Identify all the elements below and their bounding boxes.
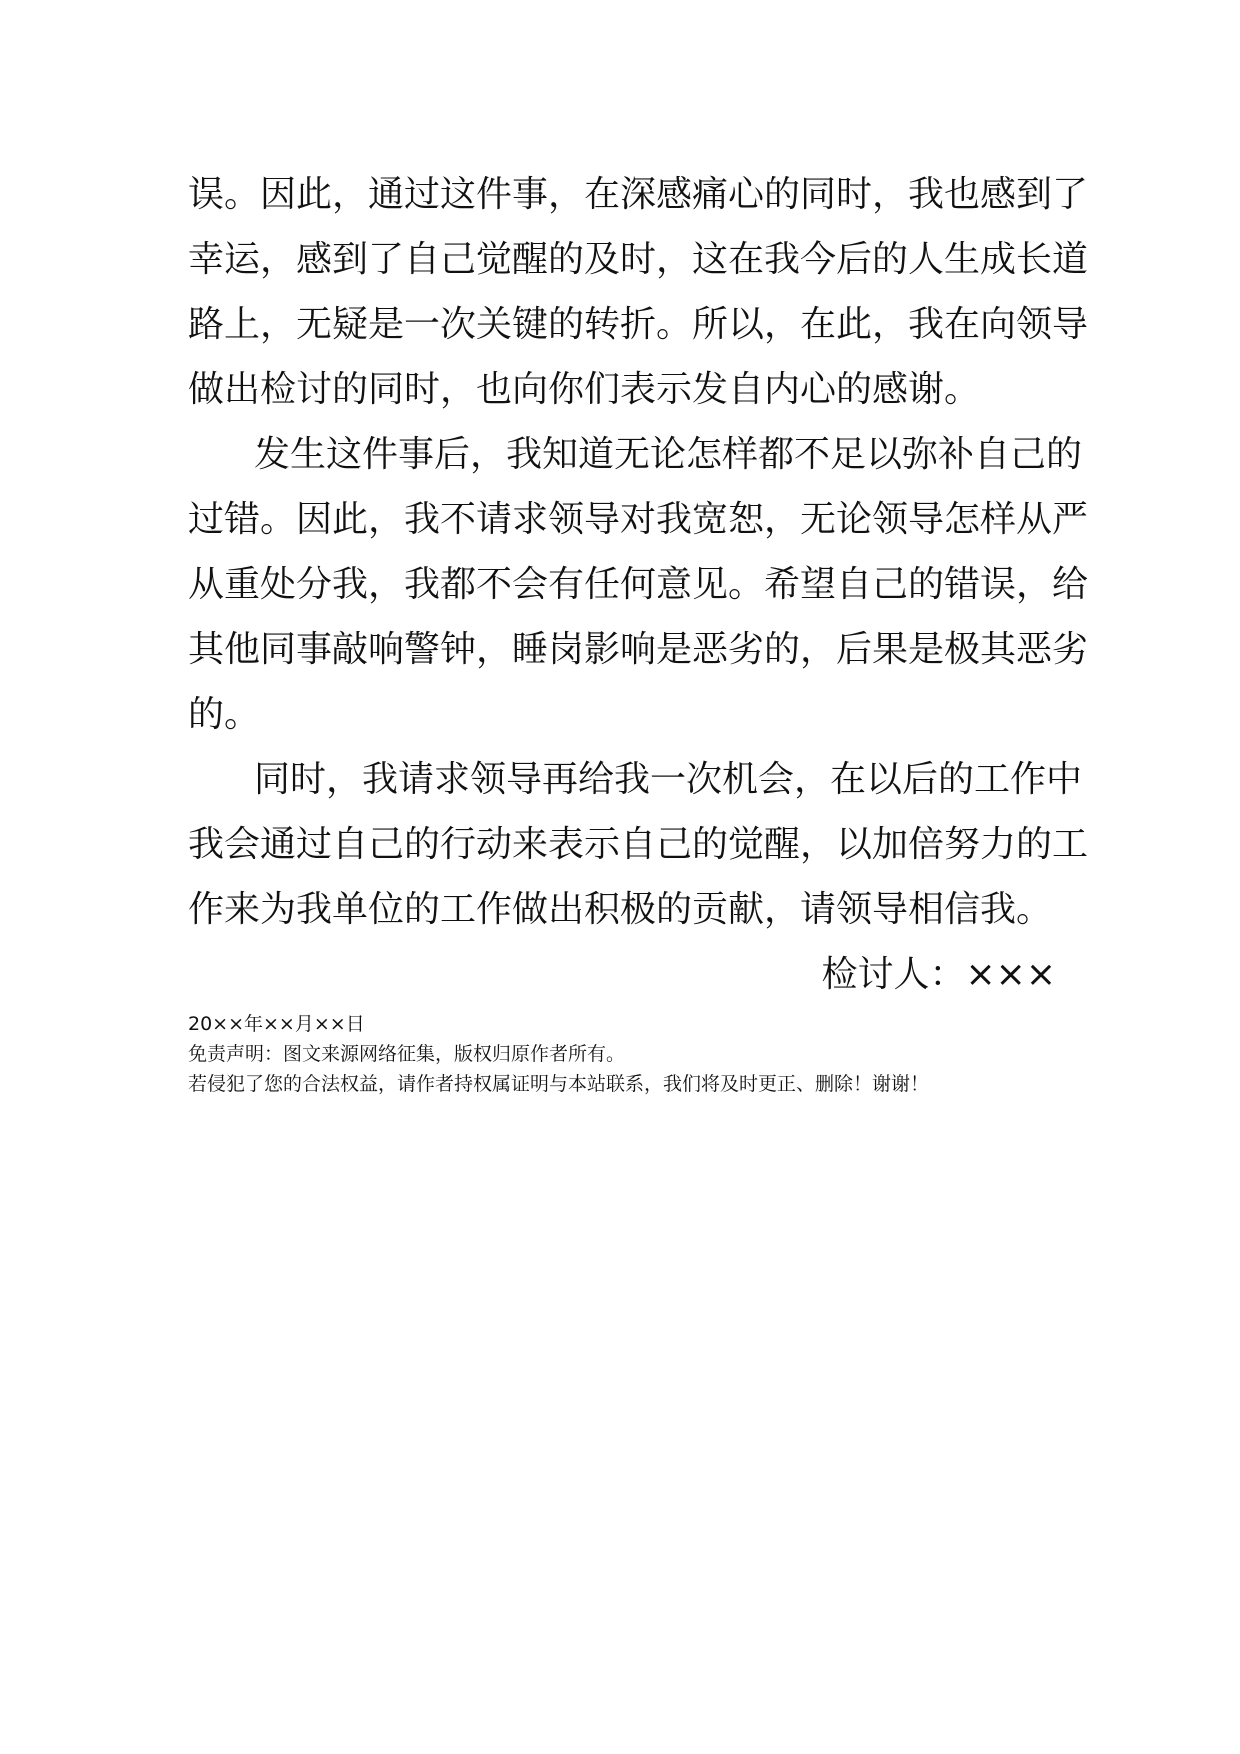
disclaimer-line: 免责声明：图文来源网络征集，版权归原作者所有。 — [188, 1043, 626, 1065]
paragraph-line: 路上，无疑是一次关键的转折。所以，在此，我在向领导 — [188, 304, 1089, 345]
paragraph-line: 作来为我单位的工作做出积极的贡献，请领导相信我。 — [188, 889, 1053, 930]
paragraph-line: 过错。因此，我不请求领导对我宽恕，无论领导怎样从严 — [188, 499, 1089, 540]
disclaimer-line: 若侵犯了您的合法权益，请作者持权属证明与本站联系，我们将及时更正、删除！谢谢！ — [188, 1073, 930, 1095]
paragraph-line: 幸运，感到了自己觉醒的及时，这在我今后的人生成长道 — [188, 239, 1089, 280]
paragraph-line: 的。 — [188, 694, 261, 735]
paragraph-line: 误。因此，通过这件事，在深感痛心的同时，我也感到了 — [188, 174, 1089, 215]
paragraph-line: 其他同事敲响警钟，睡岗影响是恶劣的，后果是极其恶劣 — [188, 629, 1089, 670]
document-page — [188, 162, 1089, 1099]
paragraph-line: 从重处分我，我都不会有任何意见。希望自己的错误，给 — [188, 564, 1089, 605]
paragraph-3 — [188, 747, 1089, 942]
paragraph-line: 我会通过自己的行动来表示自己的觉醒，以加倍努力的工 — [188, 824, 1089, 865]
paragraph-line: 做出检讨的同时，也向你们表示发自内心的感谢。 — [188, 369, 981, 410]
paragraph-line: 同时，我请求领导再给我一次机会，在以后的工作中 — [254, 759, 1083, 800]
paragraph-1 — [188, 162, 1089, 422]
paragraph-line: 发生这件事后，我知道无论怎样都不足以弥补自己的 — [254, 434, 1083, 475]
signature-line: 检讨人：××× — [821, 954, 1056, 995]
paragraph-2 — [188, 422, 1089, 747]
date-line: 20××年××月××日 — [188, 1013, 365, 1035]
